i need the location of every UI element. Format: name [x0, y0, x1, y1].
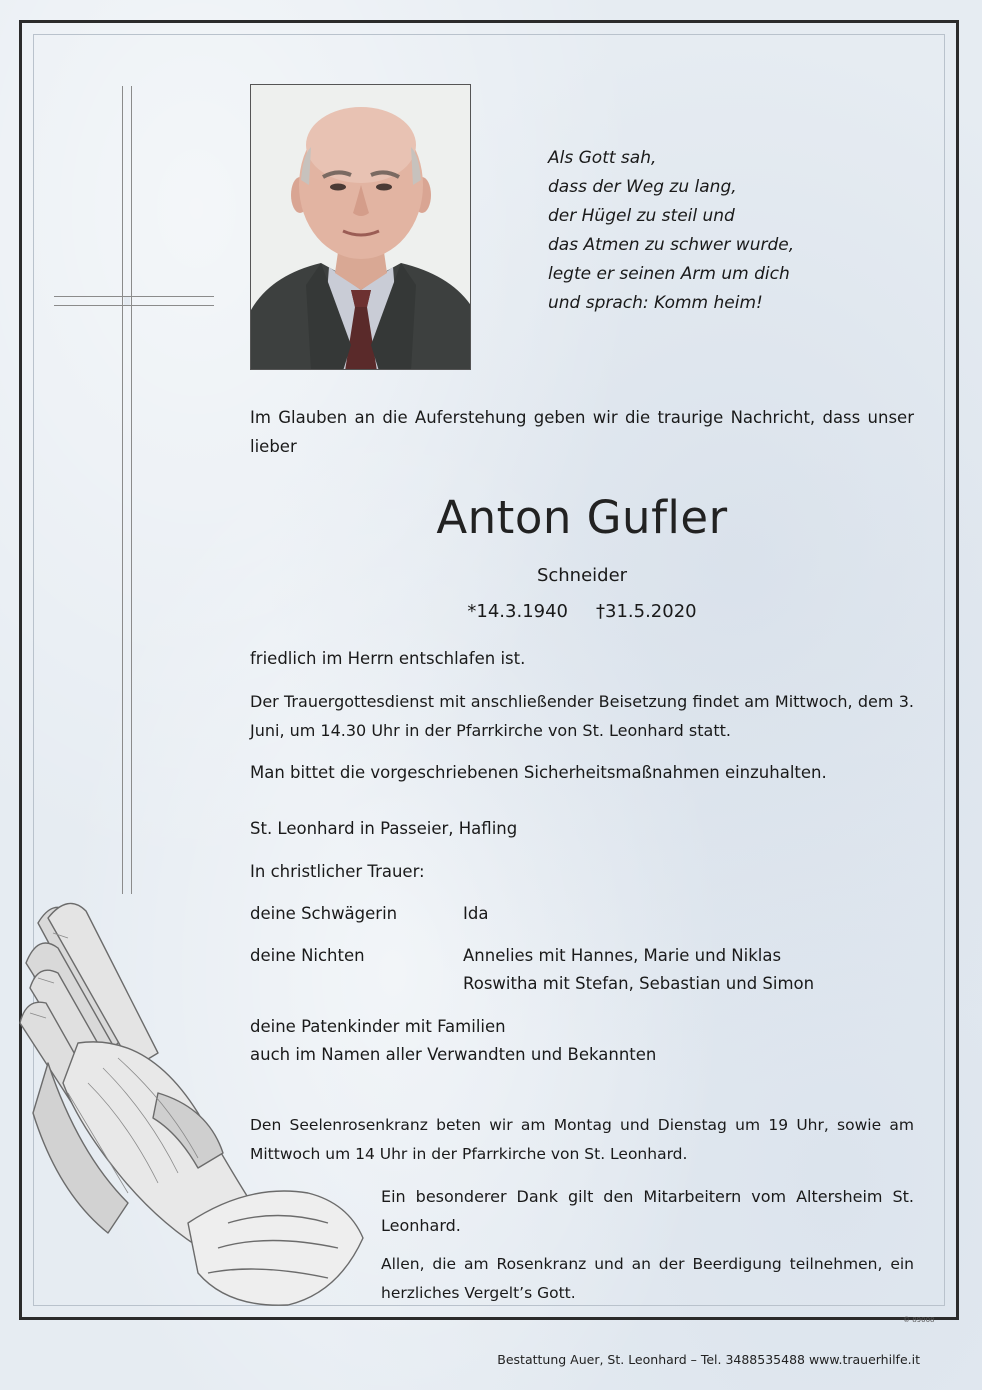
deceased-name: Anton Gufler: [436, 491, 728, 544]
life-dates: [250, 598, 914, 626]
footer-contact: Bestattung Auer, St. Leonhard – Tel. 3488535488 www.trauerhilfe.it: [497, 1352, 920, 1367]
thanks-text-1: Ein besonderer Dank gilt den Mitarbeitern vom Altersheim St. Leonhard.: [381, 1187, 914, 1235]
mourning-label: In christlicher Trauer:: [250, 862, 425, 881]
death-date: †31.5.2020: [596, 601, 697, 622]
mourner-names: Ida: [463, 904, 489, 923]
birth-date: *14.3.1940: [467, 601, 568, 622]
passed-text: friedlich im Herrn entschlafen ist.: [250, 649, 526, 668]
place-text: St. Leonhard in Passeier, Hafling: [250, 819, 518, 838]
cross-icon-vertical: [122, 86, 132, 894]
poem-line: legte er seinen Arm um dich: [548, 264, 790, 284]
cross-icon-horizontal: [54, 296, 214, 306]
poem: [548, 144, 868, 318]
praying-hands-illustration: [8, 893, 380, 1313]
poem-line: dass der Weg zu lang,: [548, 177, 737, 197]
poem-line: das Atmen zu schwer wurde,: [548, 235, 795, 255]
poem-line: Als Gott sah,: [548, 148, 657, 168]
funeral-text: Der Trauergottesdienst mit anschließender Beisetzung findet am Mittwoch, dem 3. Juni, um 14.30 Uhr in der Pfarrkirche von St. Leonhard statt.: [250, 692, 914, 740]
mourner-names: Annelies mit Hannes, Marie und Niklas: [463, 946, 782, 965]
rosary-text: Den Seelenrosenkranz beten wir am Montag und Dienstag um 19 Uhr, sowie am Mittwoch um 14 Uhr in der Pfarrkirche von St. Leonhard.: [250, 1116, 914, 1163]
poem-line: der Hügel zu steil und: [548, 206, 735, 226]
mourner-names: Roswitha mit Stefan, Sebastian und Simon: [463, 974, 815, 993]
cross-icon-center: [124, 297, 130, 305]
godchildren-text: deine Patenkinder mit Familien: [250, 1017, 506, 1036]
portrait-photo: [250, 84, 471, 370]
relatives-text: auch im Namen aller Verwandten und Bekannten: [250, 1045, 657, 1064]
mourner-relation: deine Nichten: [250, 946, 365, 965]
thanks-text-2: Allen, die am Rosenkranz und an der Beerdigung teilnehmen, ein herzliches Vergelt’s Gott.: [381, 1255, 914, 1302]
mourner-relation: deine Schwägerin: [250, 904, 398, 923]
safety-text: Man bittet die vorgeschriebenen Sicherheitsmaßnahmen einzuhalten.: [250, 763, 827, 782]
occupation: Schneider: [536, 565, 628, 586]
poem-line: und sprach: Komm heim!: [548, 293, 763, 313]
publisher-mark: © 89008: [903, 1316, 935, 1324]
intro-text: Im Glauben an die Auferstehung geben wir die traurige Nachricht, dass unser lieber: [250, 408, 914, 456]
